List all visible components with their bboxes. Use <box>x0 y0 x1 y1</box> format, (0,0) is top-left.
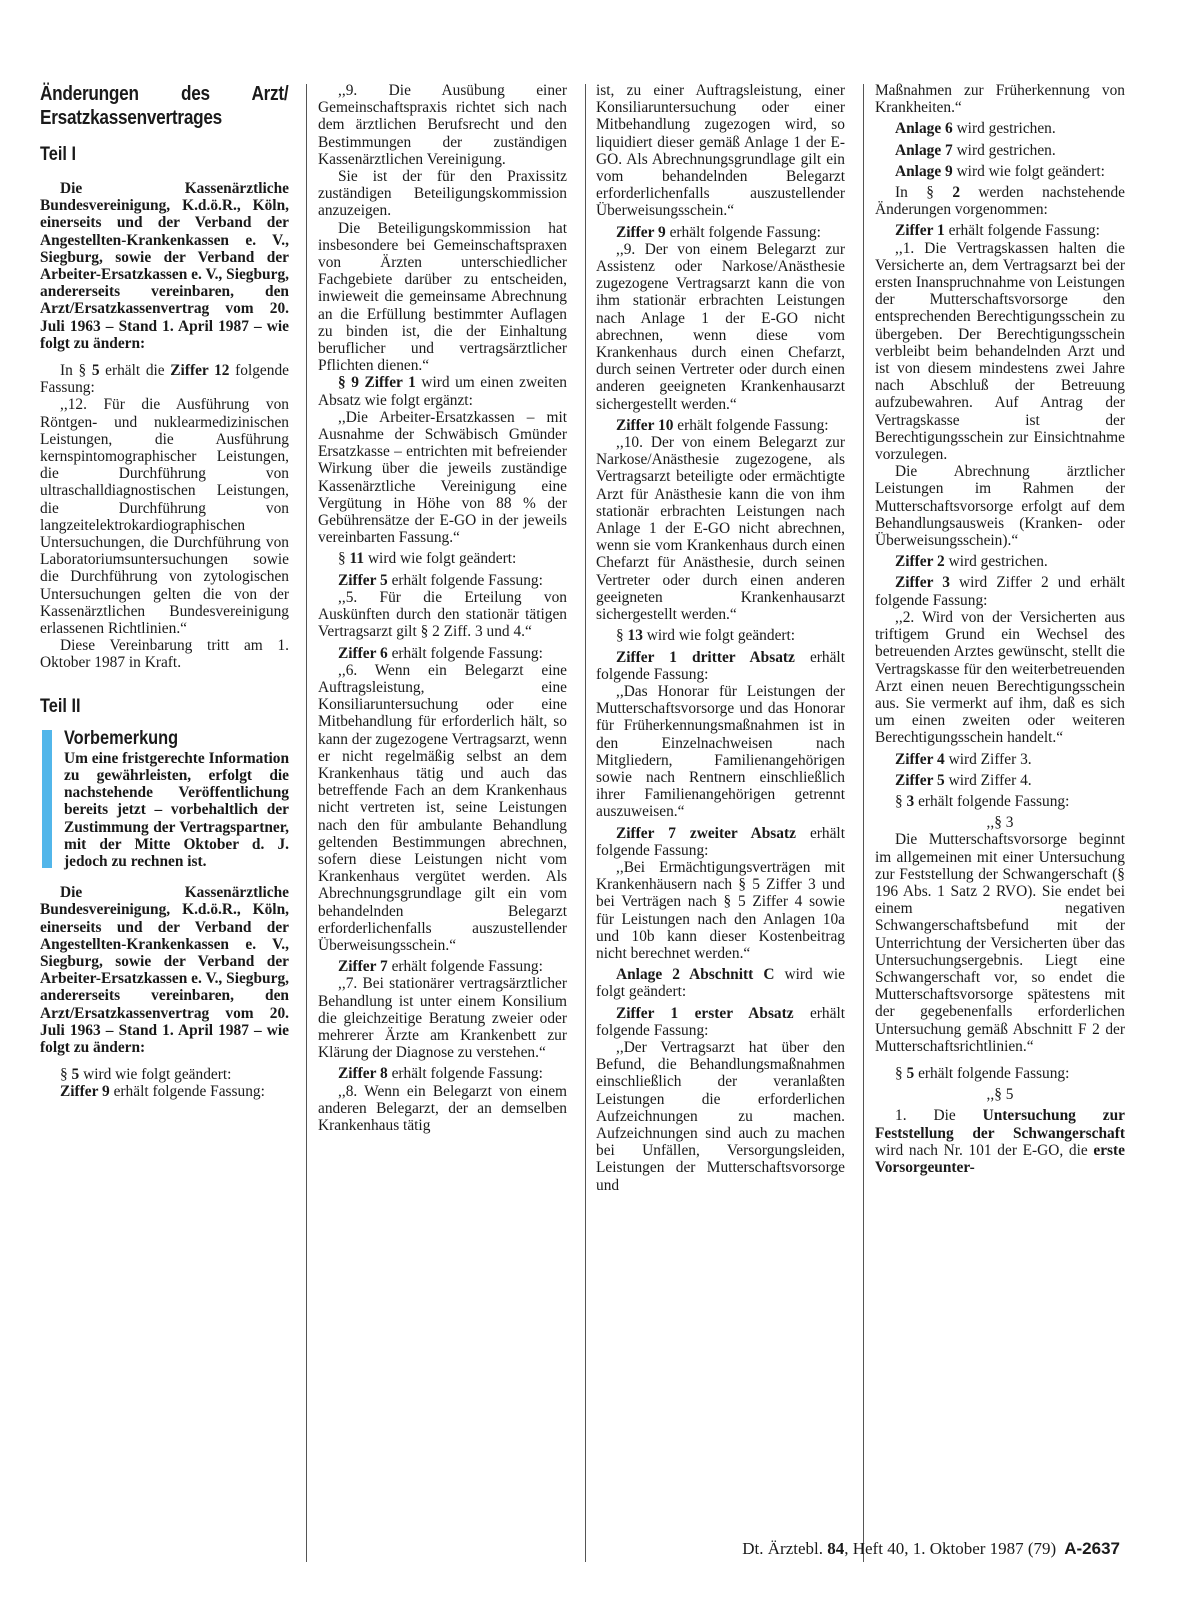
accent-bar <box>42 730 52 868</box>
vorbemerkung-box <box>40 728 289 870</box>
paragraph: 1. Die Untersuchung zur Feststellung der Schwangerschaft wird nach Nr. 101 der E-GO, die erste Vorsorgeunter- <box>875 1107 1125 1176</box>
paragraph: ,,6. Wenn ein Belegarzt eine Auftragsleistung, eine Konsiliaruntersuchung oder eine Mitbehandlung für erforderlich hält, so kann der zugezogene Vertragsarzt, wenn er nicht regelmäßig selbst an dem Krankenhaus tätig und auch das betreffende Fach an dem Krankenhaus nicht vertreten ist, seine Leistungen nach den für ambulante Behandlung geltenden Bestimmungen abrechnen, sofern diese Leistungen nicht vom Krankenhaus vergütet werden. Als Abrechnungsgrundlage gilt ein vom behandelnden Belegarzt erforderlichenfalls auszustellender Überweisungsschein.“ <box>318 661 567 954</box>
paragraph: ,,Das Honorar für Leistungen der Mutterschaftsvorsorge und das Honorar für Früherkennungsmaßnahmen ist in den Einzelnachweisen nach Mitgliedern, Familienangehörigen sowie nach Rentnern einschließlich ihrer Familienangehörigen getrennt auszuweisen.“ <box>596 682 845 821</box>
paragraph: ,,8. Wenn ein Belegarzt von einem anderen Belegarzt, der an demselben Krankenhaus tätig <box>318 1082 567 1134</box>
paragraph: In § 2 werden nachstehende Änderungen vorgenommen: <box>875 184 1125 219</box>
paragraph: ,,Die Arbeiter-Ersatzkassen – mit Ausnahme der Schwäbisch Gmünder Ersatzkasse – entrichten mit befreiender Wirkung über die jeweils zuständige Kassenärztliche Vereinigung eine Vergütung in Höhe von 88 % der Gebührensätze der E-GO in der jeweils vereinbarten Fassung.“ <box>318 408 567 547</box>
paragraph: Anlage 6 wird gestrichen. <box>895 120 1056 138</box>
section-teil-2: Teil II <box>40 695 81 717</box>
intro-paragraph-1: Die Kassenärztliche Bundesvereinigung, K.d.ö.R., Köln, einerseits und der Verband der Angestellten-Krankenkassen e. V., Siegburg, sowie der Verband der Arbeiter-Ersatzkassen e. V., Siegburg, andererseits vereinbaren, den Arzt/Ersatzkassenvertrag vom 20. Juli 1963 – Stand 1. April 1987 – wie folgt zu ändern: <box>40 180 289 352</box>
journal-issue: , Heft 40, 1. Oktober 1987 (79) <box>844 1539 1057 1558</box>
paragraph: Ziffer 1 erster Absatz erhält folgende Fassung: <box>596 1004 845 1039</box>
paragraph: Die Mutterschaftsvorsorge beginnt im allgemeinen mit einer Untersuchung zur Feststellung der Schwangerschaft (§ 196 Abs. 1 Satz 2 RVO). Sie endet bei einem negativen Schwangerschaftsbefund mit der Unterrichtung der Versicherten über das Untersuchungsergebnis. Liegt eine Schwangerschaft vor, so endet die Mutterschaftsvorsorge spätestens mit der gegebenenfalls erforderlichen Untersuchung gemäß Abschnitt F 2 der Mutterschaftsrichtlinien.“ <box>875 831 1125 1055</box>
paragraph: Ziffer 1 dritter Absatz erhält folgende Fassung: <box>596 648 845 683</box>
vorbemerkung-title: Vorbemerkung <box>64 727 179 749</box>
section-sign-heading: ,,§ 3 <box>986 814 1014 832</box>
paragraph: Ziffer 5 erhält folgende Fassung: <box>338 571 543 589</box>
paragraph: ,,9. Der von einem Belegarzt zur Assistenz oder Narkose/Anästhesie zugezogene Vertragsarzt kann die von ihm stationär erbrachten Leistungen nach Anlage 1 der E-GO nicht abrechnen, wenn diese vom Krankenhaus durch einen Chefarzt, durch seinen Vertreter oder durch einen anderen geeigneten Krankenhausarzt sichergestellt werden.“ <box>596 240 845 413</box>
vorbemerkung-text: Um eine fristgerechte Information zu gewährleisten, erfolgt die nachstehende Veröffentlichung bereits jetzt – vorbehaltlich der Zustimmung der Vertragspartner, mit der Mitte Oktober d. J. jedoch zu rechnen ist. <box>64 749 289 870</box>
section-sign-heading: ,,§ 5 <box>986 1086 1014 1104</box>
paragraph: In § 5 erhält die Ziffer 12 folgende Fassung: <box>40 362 289 397</box>
paragraph: Ziffer 1 erhält folgende Fassung: <box>895 222 1100 240</box>
paragraph: Ziffer 10 erhält folgende Fassung: <box>616 416 829 434</box>
paragraph: ,,10. Der von einem Belegarzt zur Narkose/Anästhesie zugezogene, als Vertragsarzt beteiligte oder ermächtigte Arzt für Anästhesie kann die von ihm stationär erbrachten Leistungen nach Anlage 1 der E-GO nicht abrechnen, wenn sie vom Krankenhaus durch einen Chefarzt für Anästhesie, durch seinen Vertreter oder durch einen anderen geeigneten Krankenhausarzt sichergestellt werden.“ <box>596 434 845 624</box>
paragraph: ,,1. Die Vertragskassen halten die Versicherte an, dem Vertragsarzt bei der ersten Inanspruchnahme von Leistungen der Mutterschaftsvorsorge den entsprechenden Berechtigungsschein zu übergeben. Der Berechtigungsschein verbleibt beim behandelnden Arzt und ist von diesem mindestens zwei Jahre nach Abschluß der Betreuung aufzubewahren. Auf Antrag der Vertragskasse ist der Berechtigungsschein zur Einsichtnahme vorzulegen. <box>875 239 1125 464</box>
paragraph: ,,5. Für die Erteilung von Auskünften durch den stationär tätigen Vertragsarzt gilt § 2 Ziff. 3 und 4.“ <box>318 588 567 641</box>
paragraph: Ziffer 3 wird Ziffer 2 und erhält folgende Fassung: <box>875 574 1125 609</box>
paragraph: Ziffer 4 wird Ziffer 3. <box>895 750 1032 768</box>
paragraph: Ziffer 9 erhält folgende Fassung: <box>60 1083 265 1101</box>
paragraph: ,,7. Bei stationärer vertragsärztlicher Behandlung ist unter einem Konsilium die gleichzeitige Beratung zweier oder mehrerer Ärzte am Krankenbett zur Klärung der Diagnose zu verstehen.“ <box>318 975 567 1062</box>
column-4 <box>875 82 1125 1176</box>
paragraph: Ziffer 2 wird gestrichen. <box>895 553 1048 571</box>
paragraph: Die Beteiligungskommission hat insbesondere bei Gemeinschaftspraxen von Ärzten unterschiedlicher Fachgebiete darüber zu entscheiden, inwieweit die gemeinsame Abrechnung an die Erfüllung bestimmter Auflagen zu binden ist, die der Einhaltung beruflicher und vertragsärztlicher Pflichten dienen.“ <box>318 219 567 375</box>
paragraph: § 5 erhält folgende Fassung: <box>895 1064 1070 1082</box>
paragraph: Ziffer 5 wird Ziffer 4. <box>895 771 1032 789</box>
paragraph: Ziffer 7 erhält folgende Fassung: <box>338 958 543 976</box>
paragraph: ,,Bei Ermächtigungsverträgen mit Krankenhäusern nach § 5 Ziffer 3 und bei Verträgen nach § 5 Ziffer 4 sowie für Leistungen nach den Anlagen 10a und 10b kann dieser Kostenbeitrag nicht berechnet werden.“ <box>596 858 845 962</box>
paragraph: ,,12. Für die Ausführung von Röntgen- und nuklearmedizinischen Leistungen, die Ausführung kernspintomographischer Leistungen, die Durchführung von ultraschalldiagnostischen Leistungen, die Durchführung von langzeitelektrokardiographischen Untersuchungen, die Durchführung von Laboratoriumsuntersuchungen sowie die Durchführung von zytologischen Untersuchungen gelten die von der Kassenärztlichen Bundesvereinigung erlassenen Richtlinien.“ <box>40 396 289 638</box>
paragraph: Die Abrechnung ärztlicher Leistungen im Rahmen der Mutterschaftsvorsorge erfolgt auf dem Behandlungsausweis (Kranken- oder Überweisungsschein).“ <box>875 463 1125 550</box>
paragraph: § 11 wird wie folgt geändert: <box>338 550 517 568</box>
column-3 <box>596 82 845 1194</box>
column-rule <box>306 84 307 1562</box>
column-1 <box>40 82 289 1101</box>
paragraph: Anlage 9 wird wie folgt geändert: <box>895 162 1105 180</box>
paragraph: § 5 wird wie folgt geändert: <box>60 1066 232 1084</box>
paragraph: Sie ist der für den Praxissitz zuständigen Beteiligungskommission anzuzeigen. <box>318 168 567 220</box>
column-rule <box>863 84 864 1562</box>
paragraph: Maßnahmen zur Früherkennung von Krankheiten.“ <box>875 82 1125 117</box>
section-teil-1: Teil I <box>40 144 77 165</box>
page-number: A-2637 <box>1064 1539 1120 1558</box>
paragraph: § 9 Ziffer 1 wird um einen zweiten Absatz wie folgt ergänzt: <box>318 374 568 409</box>
journal-volume: 84 <box>827 1539 845 1558</box>
column-rule <box>585 84 586 1562</box>
paragraph: Diese Vereinbarung tritt am 1. Oktober 1987 in Kraft. <box>40 637 289 672</box>
paragraph: ist, zu einer Auftragsleistung, einer Konsiliaruntersuchung oder einer Mitbehandlung zugezogen wird, so liquidiert dieser gemäß Anlage 1 der E-GO. Als Abrechnungsgrundlage gilt ein vom behandelnden Belegarzt erforderlichenfalls auszustellender Überweisungsschein.“ <box>596 82 845 220</box>
page-footer <box>600 1539 1120 1559</box>
paragraph: Ziffer 8 erhält folgende Fassung: <box>338 1065 543 1083</box>
paragraph: § 3 erhält folgende Fassung: <box>895 792 1070 810</box>
paragraph: Ziffer 6 erhält folgende Fassung: <box>338 644 543 662</box>
paragraph: ,,Der Vertragsarzt hat über den Befund, die Behandlungsmaßnahmen einschließlich der veranlaßten Leistungen die erforderlichen Aufzeichnungen zu machen. Aufzeichnungen sind auch zu machen bei Unfällen, Versorgungsleiden, Leistungen der Mutterschaftsvorsorge und <box>596 1038 845 1194</box>
paragraph: Anlage 2 Abschnitt C wird wie folgt geändert: <box>596 966 845 1001</box>
paragraph: ,,9. Die Ausübung einer Gemeinschaftspraxis richtet sich nach dem ärztlichen Berufsrecht und den Bestimmungen der zuständigen Kassenärztlichen Vereinigung. <box>318 82 567 168</box>
intro-paragraph-2: Die Kassenärztliche Bundesvereinigung, K.d.ö.R., Köln, einerseits und der Verband der Angestellten-Krankenkassen e. V., Siegburg, sowie der Verband der Arbeiter-Ersatzkassen e. V., Siegburg, andererseits vereinbaren, den Arzt/Ersatzkassenvertrag vom 20. Juli 1963 – Stand 1. April 1987 – wie folgt zu ändern: <box>40 884 289 1056</box>
paragraph: Anlage 7 wird gestrichen. <box>895 141 1056 159</box>
article-heading: Änderungen des Arzt/ Ersatzkassenvertrages <box>40 83 289 129</box>
paragraph: ,,2. Wird von der Versicherten aus triftigem Grund ein Wechsel des betreuenden Arztes gewünscht, stellt die Vertragskasse für den weiterbetreuenden Arzt einen neuen Berechtigungsschein aus. Sie vermerkt auf ihm, daß es sich um einen zweiten oder weiteren Berechtigungsschein handelt.“ <box>875 608 1125 747</box>
column-2 <box>318 82 567 1134</box>
paragraph: Ziffer 9 erhält folgende Fassung: <box>616 223 821 241</box>
paragraph: § 13 wird wie folgt geändert: <box>616 627 796 645</box>
paragraph: Ziffer 7 zweiter Absatz erhält folgende Fassung: <box>596 824 845 859</box>
journal-name: Dt. Ärztebl. <box>742 1539 828 1558</box>
